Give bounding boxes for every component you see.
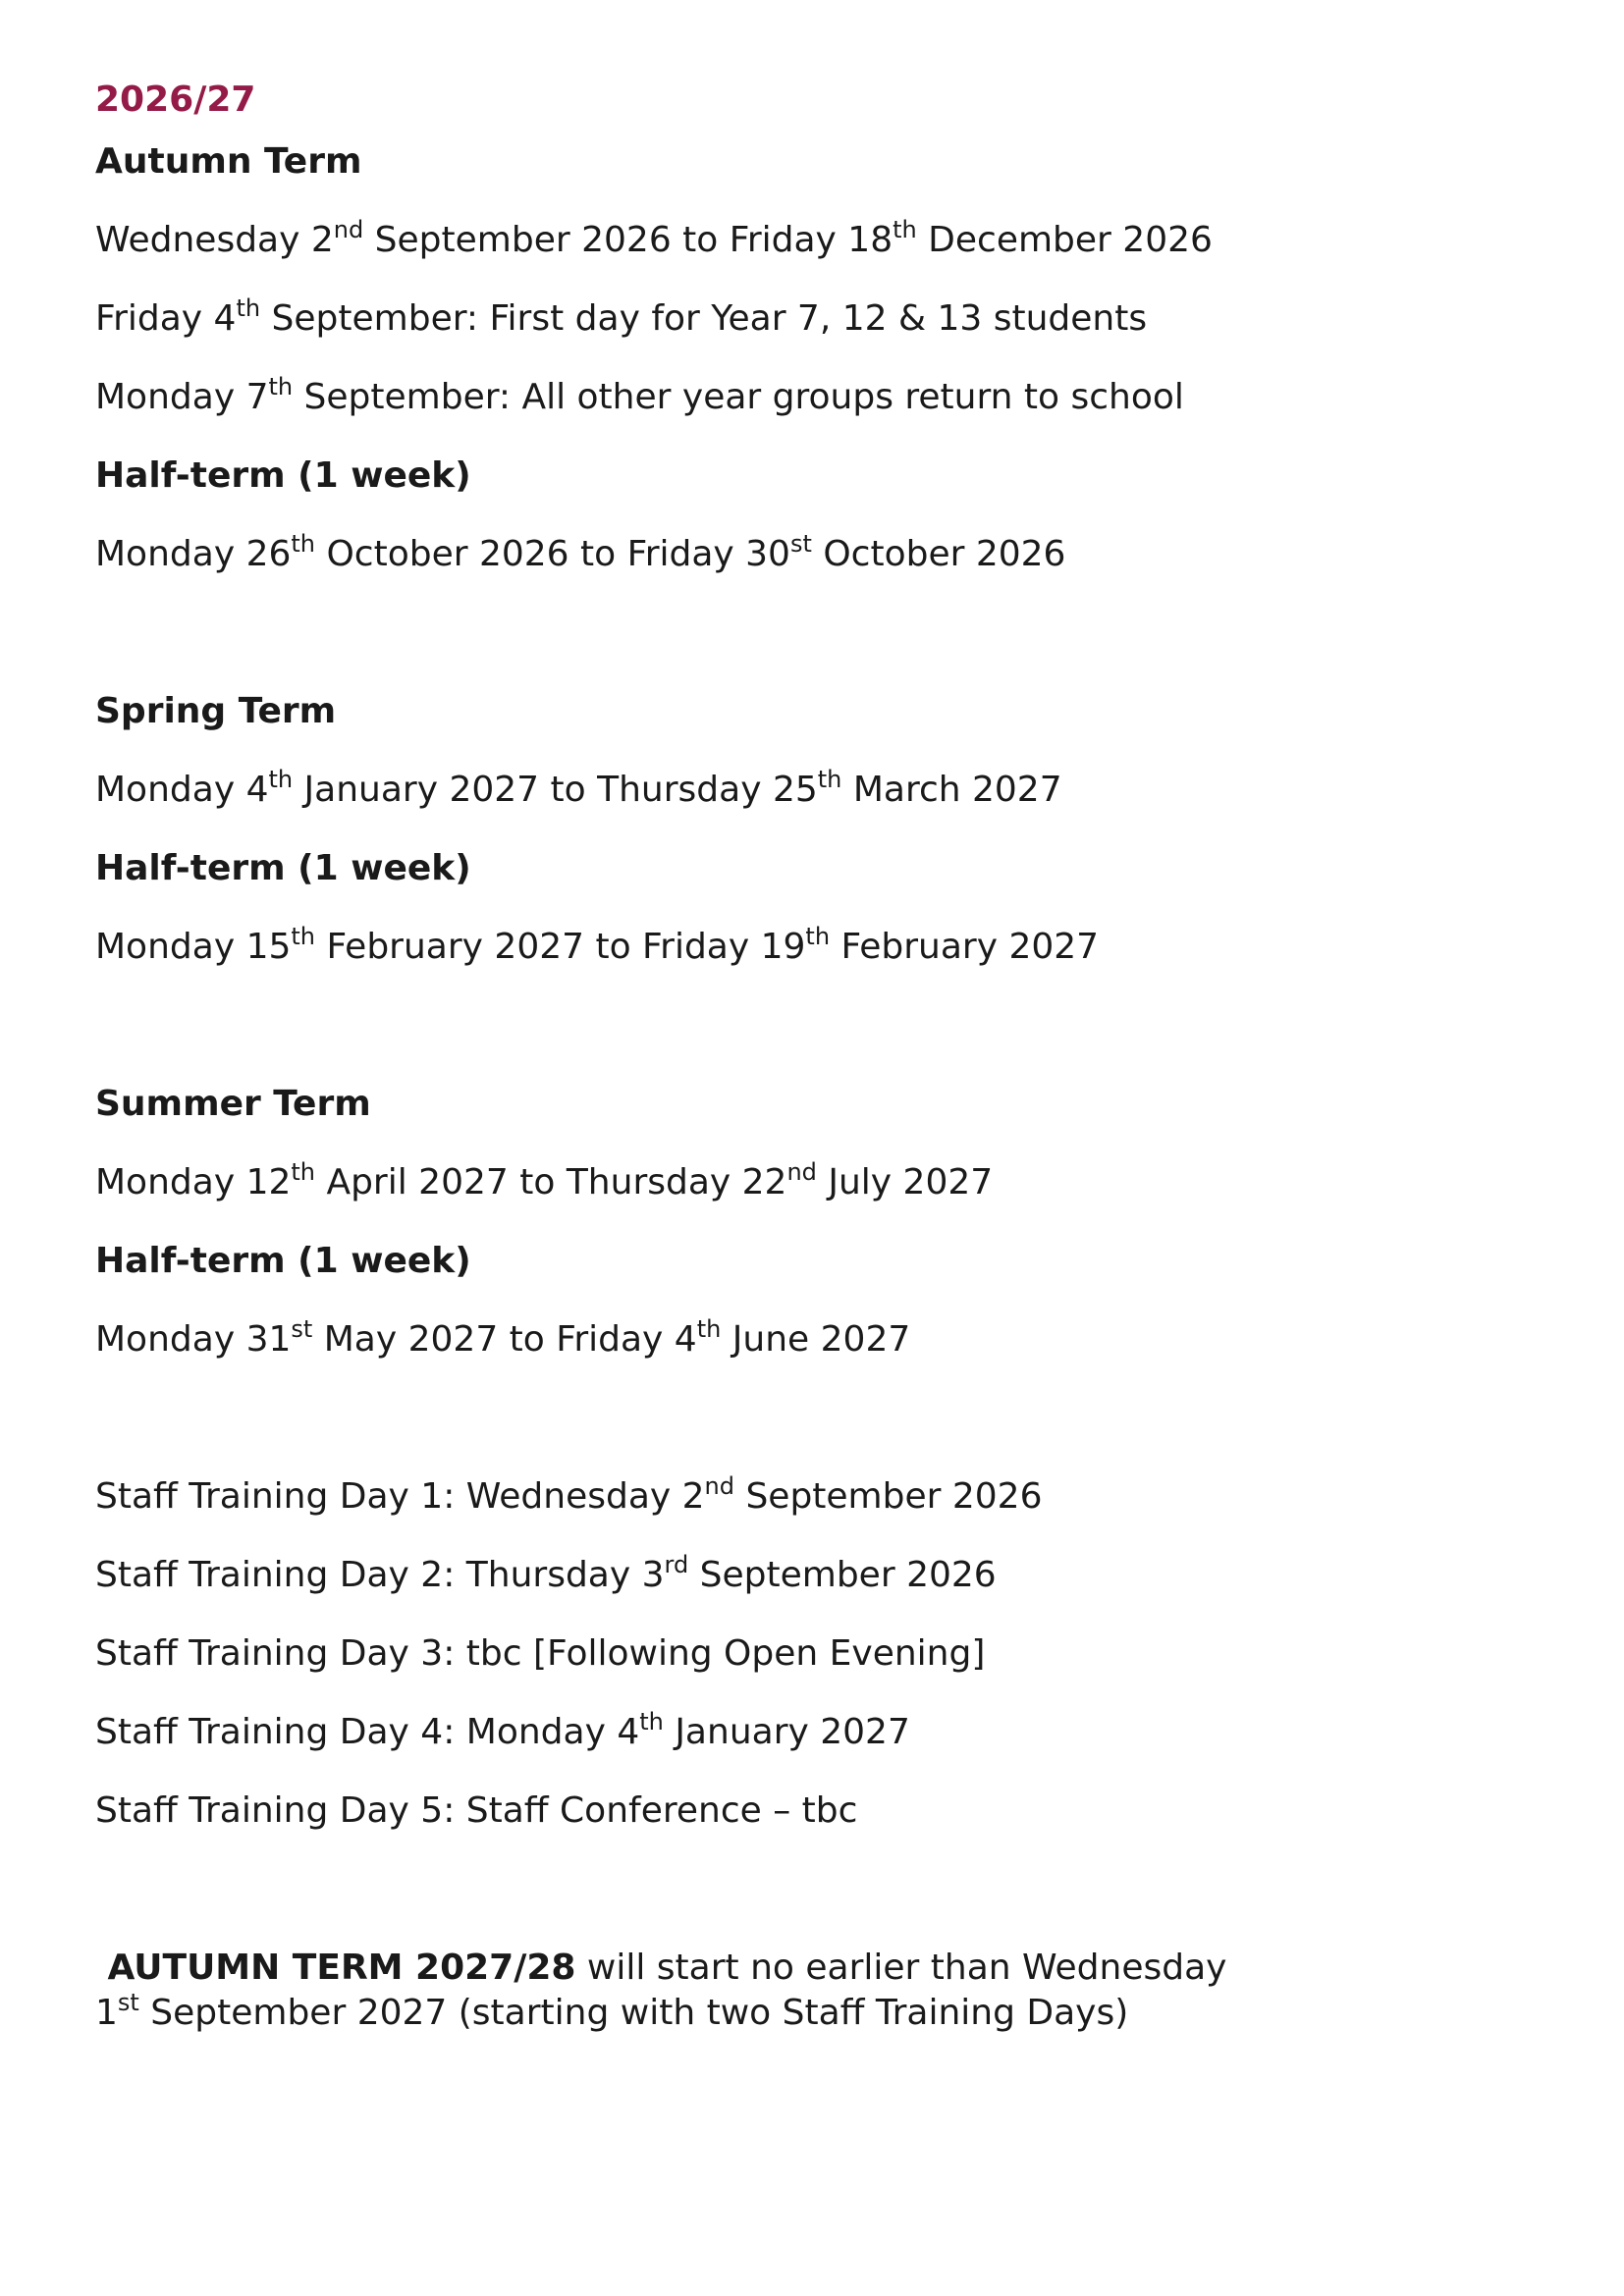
text-part: July 2027 [816,1162,994,1202]
staff-training-day-5 [95,1789,857,1833]
academic-year-heading: 2026/27 [95,80,256,120]
ordinal-suffix: th [268,373,294,400]
text-part: October 2026 to Friday 30 [315,534,790,574]
ordinal-suffix: nd [786,1158,817,1186]
text-part: March 2027 [841,770,1062,810]
text-part: Monday 12 [95,1162,292,1202]
text-part: February 2027 [830,927,1100,967]
text-part: December 2026 [916,220,1213,260]
staff-training-day-2 [95,1551,997,1597]
ordinal-suffix: nd [704,1472,734,1500]
text-part: Wednesday 2 [95,220,334,260]
autumn-term-dates [95,216,1213,262]
text-part: September 2026 to Friday 18 [363,220,893,260]
summer-term-heading: Summer Term [95,1084,371,1124]
staff-training-day-4 [95,1708,910,1754]
ordinal-suffix: th [291,923,315,950]
text-part: October 2026 [811,534,1066,574]
text-part: Monday 31 [95,1319,292,1360]
text-part: September: All other year groups return to school [293,377,1184,417]
text-part: Staff Training Day 3: tbc [Following Open Evening] [95,1633,986,1674]
ordinal-suffix: th [639,1708,664,1735]
text-part: June 2027 [721,1319,911,1360]
ordinal-suffix: th [805,923,831,950]
ordinal-suffix: nd [333,216,364,243]
summer-half-term-heading: Half-term (1 week) [95,1241,471,1281]
ordinal-suffix: th [696,1315,722,1343]
ordinal-suffix: st [117,1989,139,2016]
summer-half-term-dates [95,1315,911,1362]
ordinal-suffix: st [291,1315,313,1343]
autumn-half-term-dates [95,530,1066,576]
ordinal-suffix: th [291,530,315,558]
ordinal-suffix: th [817,766,842,793]
next-year-note-line2 [95,1991,1128,2036]
text-part: September 2027 (starting with two Staff Training Days) [138,1993,1129,2033]
text-part: will start no earlier than Wednesday [575,1948,1227,1988]
text-part: February 2027 to Friday 19 [315,927,806,967]
spring-term-dates [95,766,1062,812]
autumn-half-term-heading: Half-term (1 week) [95,455,471,496]
text-part: April 2027 to Thursday 22 [315,1162,787,1202]
text-part: Monday 15 [95,927,292,967]
ordinal-suffix: th [291,1158,315,1186]
first-day-year7 [95,294,1148,341]
ordinal-suffix: th [893,216,917,243]
ordinal-suffix: st [789,530,812,558]
text-part: Monday 4 [95,770,269,810]
other-years-return [95,373,1184,419]
staff-training-day-1 [95,1472,1043,1519]
ordinal-suffix: rd [664,1551,689,1578]
text-part: January 2027 [663,1712,910,1752]
text-part: September 2026 [688,1555,997,1595]
text-part: Staff Training Day 4: Monday 4 [95,1712,640,1752]
text-part: Monday 26 [95,534,292,574]
autumn-term-heading: Autumn Term [95,141,362,182]
text-part: January 2027 to Thursday 25 [293,770,818,810]
text-part: Staff Training Day 1: Wednesday 2 [95,1476,705,1517]
staff-training-day-3 [95,1632,985,1676]
ordinal-suffix: th [236,294,261,322]
spring-term-heading: Spring Term [95,691,337,731]
text-part: September: First day for Year 7, 12 & 13 students [260,298,1148,339]
text-part: May 2027 to Friday 4 [312,1319,697,1360]
text-part: September 2026 [734,1476,1043,1517]
text-part: Friday 4 [95,298,237,339]
next-year-heading: AUTUMN TERM 2027/28 [95,1948,576,1988]
ordinal-suffix: th [268,766,294,793]
spring-half-term-heading: Half-term (1 week) [95,848,471,888]
text-part: Staff Training Day 5: Staff Conference – tbc [95,1790,858,1831]
summer-term-dates [95,1158,994,1204]
text-part: 1 [95,1993,118,2033]
spring-half-term-dates [95,923,1100,969]
text-part: Staff Training Day 2: Thursday 3 [95,1555,665,1595]
next-year-note-line1 [95,1946,1226,1991]
text-part: Monday 7 [95,377,269,417]
